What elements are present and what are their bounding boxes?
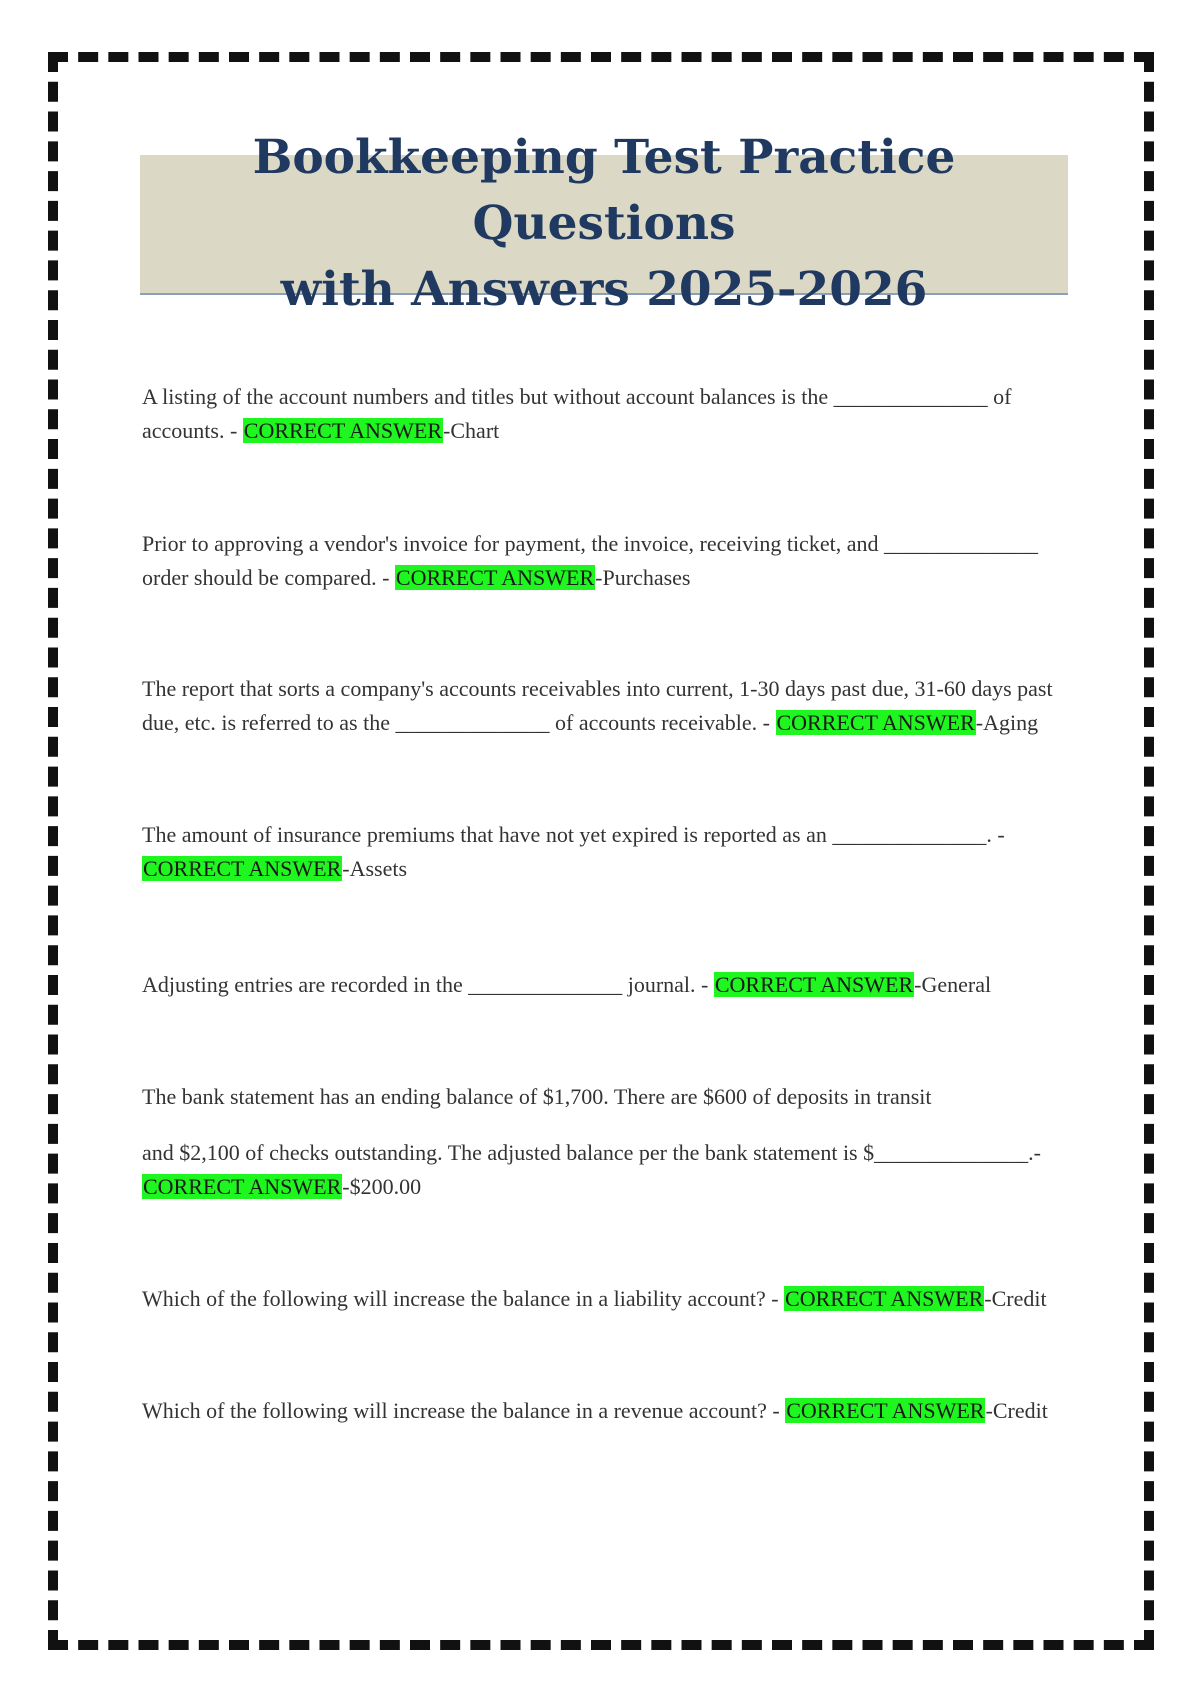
title-line-2: with Answers 2025-2026	[280, 262, 928, 317]
answer-text: Credit	[991, 1286, 1047, 1311]
question-5: Adjusting entries are recorded in the ______________ journal. - CORRECT ANSWER-General	[142, 972, 992, 997]
correct-answer-label: CORRECT ANSWER	[143, 856, 342, 881]
title-line-1: Bookkeeping Test Practice Questions	[252, 130, 956, 251]
answer-separator: -	[229, 418, 243, 443]
correct-answer-label: CORRECT ANSWER	[143, 1174, 342, 1199]
question-text: Adjusting entries are recorded in the ______________ journal.	[142, 972, 696, 997]
correct-answer-label: CORRECT ANSWER	[785, 1286, 984, 1311]
answer-separator: -	[766, 1398, 786, 1423]
question-1: A listing of the account numbers and titles but without account balances is the ______________ of accounts. - CORRECT ANSWER-Chart	[142, 384, 1012, 443]
question-text: The amount of insurance premiums that have not yet expired is reported as an ______________. -	[142, 822, 1005, 847]
answer-text: Chart	[450, 418, 500, 443]
answer-separator: -	[695, 972, 714, 997]
answer-text: $200.00	[349, 1174, 422, 1199]
question-text-part-1: The bank statement has an ending balance of $1,700. There are $600 of deposits in transit	[142, 1084, 932, 1109]
question-text: Prior to approving a vendor's invoice for payment, the invoice, receiving ticket, and ______________ order should be compared.	[142, 531, 1038, 590]
correct-answer-label: CORRECT ANSWER	[714, 972, 914, 997]
question-text: and $2,100 of checks outstanding. The adjusted balance per the bank statement is $______________.-	[142, 1140, 1041, 1165]
question-3: The report that sorts a company's accounts receivables into current, 1-30 days past due, 31-60 days past due, etc. is referred to as the ______________ of accounts receivable. - CORRECT ANSWER-Aging	[142, 676, 1053, 735]
correct-answer-label: CORRECT ANSWER	[243, 418, 443, 443]
answer-separator: -	[376, 565, 395, 590]
answer-separator: -	[765, 1286, 785, 1311]
question-4: The amount of insurance premiums that have not yet expired is reported as an ______________. - CORRECT ANSWER-Assets	[142, 822, 1005, 881]
question-text: A listing of the account numbers and titles but without account balances is the ______________ of accounts.	[142, 384, 1012, 443]
question-2: Prior to approving a vendor's invoice for payment, the invoice, receiving ticket, and ______________ order should be compared. - CORRECT ANSWER-Purchases	[142, 531, 1038, 590]
answer-text: Assets	[349, 856, 408, 881]
answer-text: General	[921, 972, 992, 997]
question-8: Which of the following will increase the balance in a revenue account? - CORRECT ANSWER-Credit	[142, 1398, 1048, 1423]
answer-text: Purchases	[602, 565, 691, 590]
question-text: The report that sorts a company's accounts receivables into current, 1-30 days past due, 31-60 days past due, etc. is referred to as the ______________ of accounts receivable.	[142, 676, 1053, 735]
correct-answer-label: CORRECT ANSWER	[776, 710, 975, 735]
question-text: Which of the following will increase the balance in a revenue account?	[142, 1398, 767, 1423]
answer-text: Aging	[983, 710, 1039, 735]
correct-answer-label: CORRECT ANSWER	[786, 1398, 985, 1423]
title-banner	[140, 130, 1068, 317]
answer-text: Credit	[992, 1398, 1048, 1423]
question-6: The bank statement has an ending balance of $1,700. There are $600 of deposits in transit and $2,100 of checks outstanding. The adjusted balance per the bank statement is $______________.- CORRECT ANSWER-$200.00	[142, 1084, 1041, 1199]
page-title	[140, 125, 1068, 323]
correct-answer-label: CORRECT ANSWER	[395, 565, 595, 590]
answer-separator: -	[757, 710, 776, 735]
question-7: Which of the following will increase the balance in a liability account? - CORRECT ANSWER-Credit	[142, 1286, 1047, 1311]
question-text: Which of the following will increase the balance in a liability account?	[142, 1286, 766, 1311]
